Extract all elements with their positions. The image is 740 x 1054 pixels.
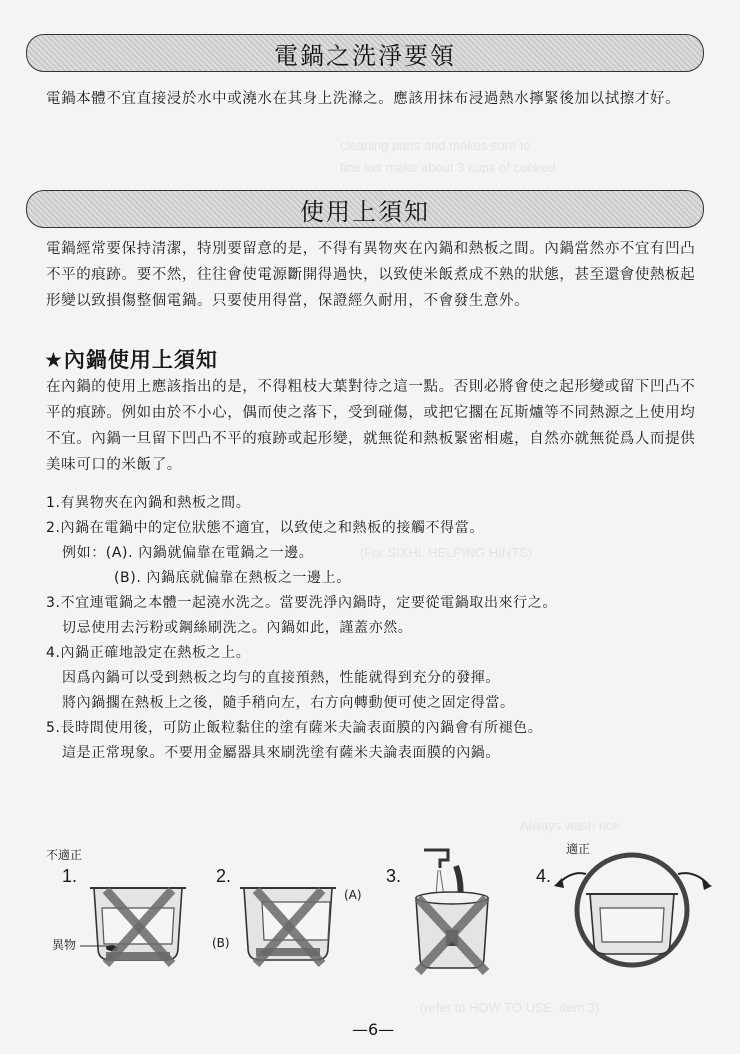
- list-item: 因爲內鍋可以受到熱板之均勻的直接預熱，性能就得到充分的發揮。: [62, 670, 500, 686]
- figure-2-offset-pot: [236, 878, 340, 970]
- washing-paragraph: 電鍋本體不宜直接浸於水中或澆水在其身上洗滌之。應該用抹布浸過熱水擰緊後加以拭擦才好。: [46, 91, 681, 107]
- list-item: 1.有異物夾在內鍋和熱板之間。: [46, 495, 251, 511]
- show-through-text: Always wash rice: [520, 818, 620, 833]
- show-through-text: (refer to HOW TO USE, item 3): [420, 1000, 600, 1015]
- figure-4-correct-placement: [552, 848, 714, 972]
- inner-pot-paragraph: 在內鍋的使用上應該指出的是，不得粗枝大葉對待之這一點。否則必將會使之起形變或留下凹凸不平的痕跡。例如由於不小心，偶而使之落下，受到碰傷，或把它擱在瓦斯爐等不同熱源之上使用均不宜。內鍋一旦留下凹凸不平的痕跡或起形變，就無從和熱板緊密相處，自然亦就無從爲人而提供美味可口的米飯了。: [46, 379, 696, 473]
- label-a: (A): [344, 888, 362, 902]
- label-foreign-object: 異物: [52, 938, 77, 952]
- usage-paragraph: 電鍋經常要保持清潔，特別要留意的是，不得有異物夾在內鍋和熱板之間。內鍋當然亦不宜有凹凸不平的痕跡。要不然，往往會使電源斷開得過快，以致使米飯煮成不熟的狀態，甚至還會使熱板起形變以致損傷整個電鍋。只要使用得當，保證經久耐用，不會發生意外。: [46, 241, 696, 309]
- list-item: 將內鍋擱在熱板上之後，隨手稍向左，右方向轉動便可使之固定得當。: [62, 695, 515, 711]
- list-item: 5.長時間使用後，可防止飯粒黏住的塗有薩米夫論表面膜的內鍋會有所褪色。: [46, 720, 543, 736]
- section-title: 電鍋之洗淨要領: [274, 41, 456, 70]
- show-through-text: (For SIXHL HELPING HINTS): [360, 545, 533, 560]
- list-item: 這是正常現象。不要用金屬器具來刷洗塗有薩米夫論表面膜的內鍋。: [62, 745, 500, 761]
- list-item: 2.內鍋在電鍋中的定位狀態不適宜，以致使之和熱板的接觸不得當。: [46, 520, 484, 536]
- label-not-correct: 不適正: [46, 848, 83, 862]
- section-banner-usage: [26, 190, 704, 228]
- list-item: (B). 內鍋底就偏靠在熱板之一邊上。: [114, 570, 351, 586]
- label-correct: 適正: [566, 842, 591, 856]
- list-item: 3.不宜連電鍋之本體一起澆水洗之。當要洗淨內鍋時，定要從電鍋取出來行之。: [46, 595, 557, 611]
- foreign-object-pointer: [80, 942, 120, 952]
- page-number: —6—: [352, 1020, 395, 1039]
- list-item: 切忌使用去污粉或鋼絲刷洗之。內鍋如此，謹蓋亦然。: [62, 620, 413, 636]
- figure-1-foreign-object: [86, 878, 190, 970]
- figure-number: 1.: [62, 866, 78, 886]
- section-banner-washing: [26, 34, 704, 72]
- figure-number: 3.: [386, 866, 402, 886]
- figure-number: 2.: [216, 866, 232, 886]
- inner-pot-heading: ★內鍋使用上須知: [44, 348, 218, 372]
- section-title: 使用上須知: [300, 197, 430, 226]
- figure-3-washing-under-tap: [404, 846, 500, 976]
- label-b: (B): [212, 936, 230, 950]
- show-through-text: fine ket make about 3 cups of cooked: [340, 160, 556, 175]
- figure-number: 4.: [536, 866, 552, 886]
- show-through-text: cleaning pans and makes sure to: [340, 138, 531, 153]
- list-item: 4.內鍋正確地設定在熱板之上。: [46, 645, 251, 661]
- list-item: 例如：(A). 內鍋就偏靠在電鍋之一邊。: [62, 545, 314, 561]
